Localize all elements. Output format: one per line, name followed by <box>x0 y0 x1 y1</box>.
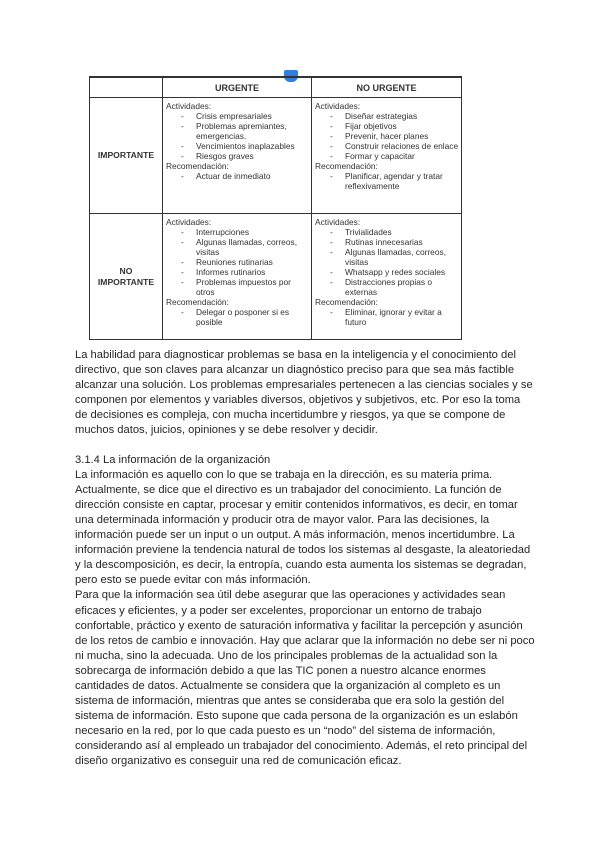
list-item: - Algunas llamadas, correos, visitas <box>315 247 459 267</box>
list-item: - Diseñar estrategias <box>315 111 459 121</box>
activities-list <box>315 111 459 161</box>
recommendation-label: Recomendación: <box>166 161 229 171</box>
list-item: - Actuar de inmediato <box>166 171 309 181</box>
section-heading: 3.1.4 La información de la organización <box>75 453 271 466</box>
recommendation-label: Recomendación: <box>166 297 229 307</box>
recommendation-label: Recomendación: <box>315 297 378 307</box>
row-label-line: IMPORTANTE <box>97 276 155 287</box>
activities-list <box>166 227 309 297</box>
list-item: - Trivialidades <box>315 227 459 237</box>
row-label-line: NO <box>119 265 133 276</box>
matrix-row-not-important <box>90 214 462 340</box>
list-item: - Crisis empresariales <box>166 111 309 121</box>
activities-label: Actividades: <box>315 101 361 111</box>
recommendation-label: Recomendación: <box>315 161 378 171</box>
list-item: - Delegar o posponer si es posible <box>166 307 309 327</box>
list-item: - Fijar objetivos <box>315 121 459 131</box>
paragraph: La habilidad para diagnosticar problemas se basa en la inteligencia y el conocimiento del directivo, que son claves para alcanzar un diagnóstico preciso para que sea más factible alcanzar una solución. Los problemas empresariales pertenecen a las ciencias sociales y se componen por elementos y variables diversos, objetivos y subjetivos, etc. Por eso la toma de decisiones es compleja, con mucha incertidumbre y riesgos, ya que se compone de muchos datos, juicios, opiniones y se debe resolver y decidir. <box>75 349 533 437</box>
list-item: - Formar y capacitar <box>315 151 459 161</box>
matrix-quadrant <box>163 214 312 340</box>
list-item: - Interrupciones <box>166 227 309 237</box>
matrix-row-important <box>90 98 462 214</box>
paragraph: Para que la información sea útil debe asegurar que las operaciones y actividades sean eficaces y eficientes, y a poder ser excelentes, proporcionar un entorno de trabajo confortable, práctico y exento de saturación informativa y facilitar la percepción y asunción de los retos de cambio e innovación. Hay que aclarar que la información no debe ser ni poco ni mucha, sino la adecuada. Uno de los principales problemas de la actualidad son la sobrecarga de información debido a que las TIC ponen a nuestro alcance enormes cantidades de datos. Actualmente se considera que la organización al completo es un sistema de información, mientras que antes se consideraba que era solo la gestión del sistema de información. Esto supone que cada persona de la organización es un eslabón necesario en la red, por lo que cada puesto es un “nodo” del sistema de información, considerando así al empleado un trabajador del conocimiento. Además, el reto principal del diseño organizativo es conseguir una red de comunicación eficaz. <box>75 589 535 768</box>
list-item: - Rutinas innecesarias <box>315 237 459 247</box>
list-item: - Problemas apremiantes, emergencias. <box>166 121 309 141</box>
list-item: - Problemas impuestos por otros <box>166 277 309 297</box>
matrix-quadrant <box>312 98 462 214</box>
list-item: - Construir relaciones de enlace <box>315 141 459 151</box>
matrix-quadrant <box>163 98 312 214</box>
list-item: - Eliminar, ignorar y evitar a futuro <box>315 307 459 327</box>
list-item: - Planificar, agendar y tratar reflexivamente <box>315 171 459 191</box>
list-item: - Riesgos graves <box>166 151 309 161</box>
matrix-header-row <box>90 77 462 98</box>
recommendations-list <box>166 171 309 181</box>
activities-list <box>315 227 459 297</box>
row-label <box>90 214 163 340</box>
list-item: - Algunas llamadas, correos, visitas <box>166 237 309 257</box>
row-label-line: IMPORTANTE <box>97 150 155 160</box>
list-item: - Whatsapp y redes sociales <box>315 267 459 277</box>
list-item: - Informes rutinarios <box>166 267 309 277</box>
list-item: - Reuniones rutinarias <box>166 257 309 267</box>
list-item: - Vencimientos inaplazables <box>166 141 309 151</box>
recommendations-list <box>315 307 459 327</box>
matrix-corner-cell <box>90 77 163 98</box>
matrix-quadrant <box>312 214 462 340</box>
eisenhower-matrix <box>89 76 462 340</box>
recommendations-list <box>315 171 459 191</box>
activities-label: Actividades: <box>166 217 212 227</box>
list-item: - Prevenir, hacer planes <box>315 131 459 141</box>
paragraph: La información es aquello con lo que se trabaja en la dirección, es su materia prima. Actualmente, se dice que el directivo es un trabajador del conocimiento. La función de dirección consiste en captar, procesar y emitir contenidos informativos, es decir, en tomar una determinada información y producir otra de mayor valor. Para las decisiones, la información puede ser un input o un output. A más información, menos incertidumbre. La información previene la tendencia natural de todos los sistemas al desgaste, la aleatoriedad y la descomposición, es decir, la entropía, cuando esta aumenta los sistemas se degradan, pero esto se puede evitar con más información. <box>75 468 531 587</box>
activities-list <box>166 111 309 161</box>
row-label <box>90 98 163 214</box>
header-urgent: URGENTE <box>163 77 312 98</box>
list-item: - Distracciones propias o externas <box>315 277 459 297</box>
body-text <box>75 348 535 770</box>
activities-label: Actividades: <box>166 101 212 111</box>
header-not-urgent: NO URGENTE <box>312 77 462 98</box>
recommendations-list <box>166 307 309 327</box>
activities-label: Actividades: <box>315 217 361 227</box>
